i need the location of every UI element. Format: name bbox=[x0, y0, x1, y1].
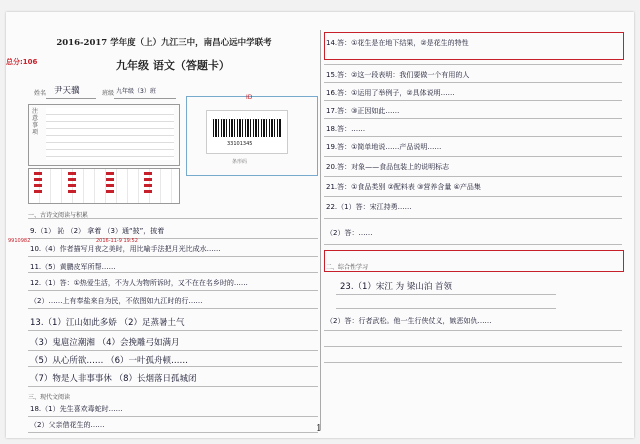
name-label: 姓名 bbox=[34, 90, 47, 97]
grader-stamp-date: 2016-11-9 19:52 bbox=[96, 238, 138, 244]
class-label: 班级 bbox=[102, 90, 115, 97]
page-number: 1 bbox=[316, 424, 322, 434]
barcode-number: 33101345 bbox=[227, 141, 253, 147]
answer-sheet: 2016-2017 学年度（上）九江三中，南昌心远中学联考 九年级 语文（答题卡） 总分:106 姓名 尹天骥 班级 九年级（3）班 注意事项 ID 33101345 条形码 一、古诗文阅读与积累 9.（1） 訫 （2） 拿着 （3）通“披”，披着 10.（4）作者描写月夜之美时，用比喻手法把月光比成水…… 11.（5）黄鹏皮军所帮…… 12.（1）答：①热爱生活，不为人为物所诉时，又不在在名乡时的…… （2）……上有奉盐来自为民，不依图如九江时的行…… 13.（1）江山如此多娇 （2）足蒸暑土气 （3）鬼扈泣潮湘 （4）会挽雕弓如满月 （5）从心所欲…… （6）一叶孤舟顿…… （7）物是人非事事休 （8）长烟落日孤城闭 三、现代文阅读 18.（1）先生喜欢毒蛇时…… （2）父亲借花生的…… 9910982 2016-11-9 19:52 14.答：①花生是在地下结果，②是花生的特性 15.答：②这一段表明：我们要做一个有用的人 16.答：①运用了举例子，②具体说明…… 17.答：③正因如此…… 18.答：…… 19.答：①简单地说……产品说明…… 20.答：对象——食品包装上的说明标志 21.答：①食品类别 ②配料表 ③营养含量 ④产品集 22.（1）答：宋江持勇…… （2）答：…… 二、综合性学习 23.（1）宋江 为 梁山泊 首领 （2）答：行者武松。他一生行侠仗义，嫉恶如仇…… 1 bbox=[6, 12, 634, 438]
section-2-title: 二、综合性学习 bbox=[326, 264, 369, 271]
barcode-sticker bbox=[206, 110, 288, 154]
id-label: ID bbox=[246, 94, 253, 101]
score-label: 总分:106 bbox=[6, 58, 38, 66]
section-3-title: 三、现代文阅读 bbox=[28, 394, 71, 401]
exam-title: 2016-2017 学年度（上）九江三中，南昌心远中学联考 bbox=[56, 38, 272, 48]
section-1-title: 一、古诗文阅读与积累 bbox=[28, 212, 89, 219]
notes-label: 注意事项 bbox=[32, 108, 39, 136]
exam-subtitle: 九年级 语文（答题卡） bbox=[116, 59, 230, 72]
barcode-label: 条形码 bbox=[232, 159, 248, 165]
student-name: 尹天骥 bbox=[54, 86, 80, 96]
student-class: 九年级（3）班 bbox=[116, 88, 156, 95]
grader-stamp: 9910982 bbox=[8, 238, 31, 244]
